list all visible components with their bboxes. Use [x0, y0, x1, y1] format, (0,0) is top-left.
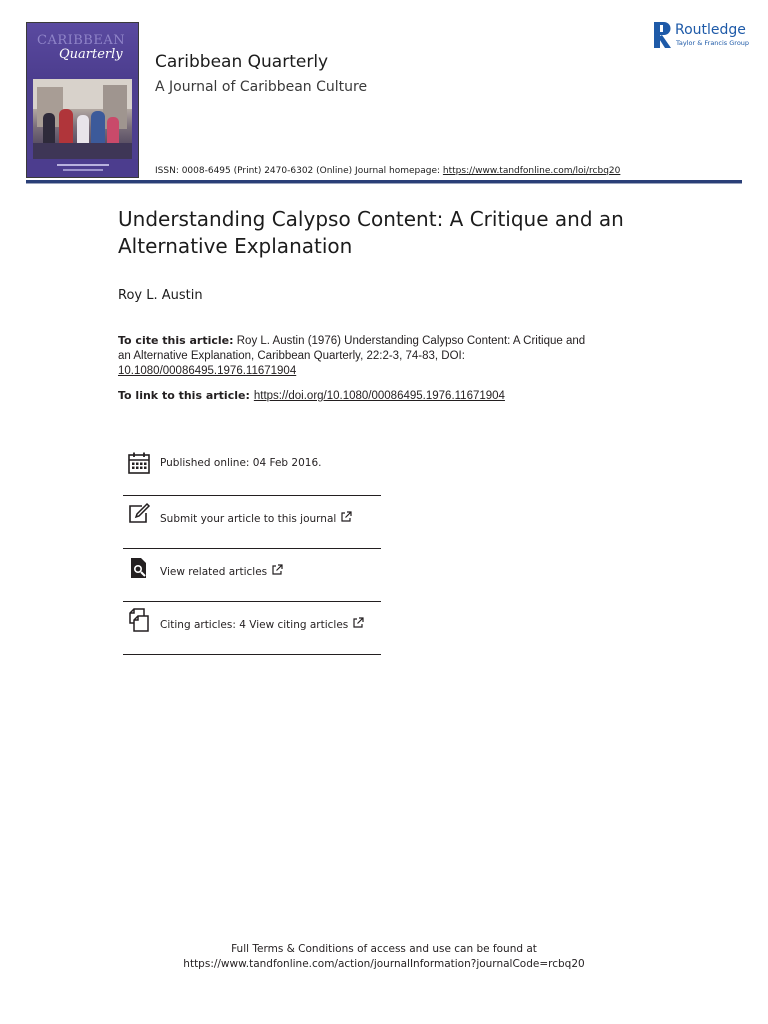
search-document-icon — [127, 556, 151, 580]
submit-article-link[interactable] — [160, 511, 352, 525]
terms-footer-link[interactable]: https://www.tandfonline.com/action/journalInformation?journalCode=rcbq20 — [183, 958, 585, 970]
publisher-name: Routledge — [675, 22, 746, 38]
citation-block — [118, 333, 588, 379]
citing-articles-row[interactable] — [123, 602, 381, 655]
cover-title-line1: CARIBBEAN — [37, 33, 126, 48]
citation-text: Roy L. Austin (1976) Understanding Calypso Content: A Critique and an Alternative Explanation, Caribbean Quarterly, 22:2-3, 74-83, DOI: — [118, 335, 586, 362]
related-articles-row[interactable] — [123, 549, 381, 602]
citing-articles-link[interactable] — [160, 617, 364, 631]
calendar-icon — [127, 451, 151, 475]
edit-icon — [127, 502, 151, 526]
submit-article-label: Submit your article to this journal — [160, 513, 337, 525]
journal-homepage-link[interactable]: https://www.tandfonline.com/loi/rcbq20 — [442, 166, 621, 176]
citing-articles-label: Citing articles: 4 View citing articles — [160, 619, 349, 631]
article-doi-link[interactable]: https://doi.org/10.1080/00086495.1976.11671904 — [253, 390, 505, 402]
journal-subtitle: A Journal of Caribbean Culture — [155, 79, 368, 95]
citation-label: To cite this article: — [118, 334, 234, 347]
publisher-group: Taylor & Francis Group — [676, 39, 750, 47]
published-online-row — [123, 443, 381, 496]
article-link-block — [118, 389, 505, 402]
submit-article-row[interactable] — [123, 496, 381, 549]
external-link-icon — [271, 564, 283, 576]
related-articles-label: View related articles — [160, 566, 268, 578]
journal-title: Caribbean Quarterly — [155, 52, 329, 72]
related-articles-link[interactable] — [160, 564, 283, 578]
issn-text: ISSN: 0008-6495 (Print) 2470-6302 (Online) Journal homepage: — [155, 166, 443, 176]
routledge-r-icon — [654, 22, 672, 48]
external-link-icon — [340, 511, 352, 523]
published-online-label: Published online: 04 Feb 2016. — [160, 457, 322, 469]
citing-articles-icon — [127, 608, 151, 632]
article-title: Understanding Calypso Content: A Critique and an Alternative Explanation — [118, 207, 624, 258]
publisher-logo[interactable] — [654, 22, 750, 50]
link-label: To link to this article: — [118, 389, 250, 402]
journal-cover-image — [26, 22, 139, 178]
terms-footer-line1: Full Terms & Conditions of access and use can be found at — [231, 943, 537, 955]
article-author: Roy L. Austin — [118, 288, 203, 303]
external-link-icon — [352, 617, 364, 629]
issn-line — [155, 166, 620, 176]
cover-photo — [33, 79, 132, 159]
header-divider-thin — [26, 183, 742, 184]
cover-title-line2: Quarterly — [59, 47, 123, 62]
citation-doi-link[interactable]: 10.1080/00086495.1976.11671904 — [118, 365, 297, 377]
terms-footer — [0, 942, 768, 972]
